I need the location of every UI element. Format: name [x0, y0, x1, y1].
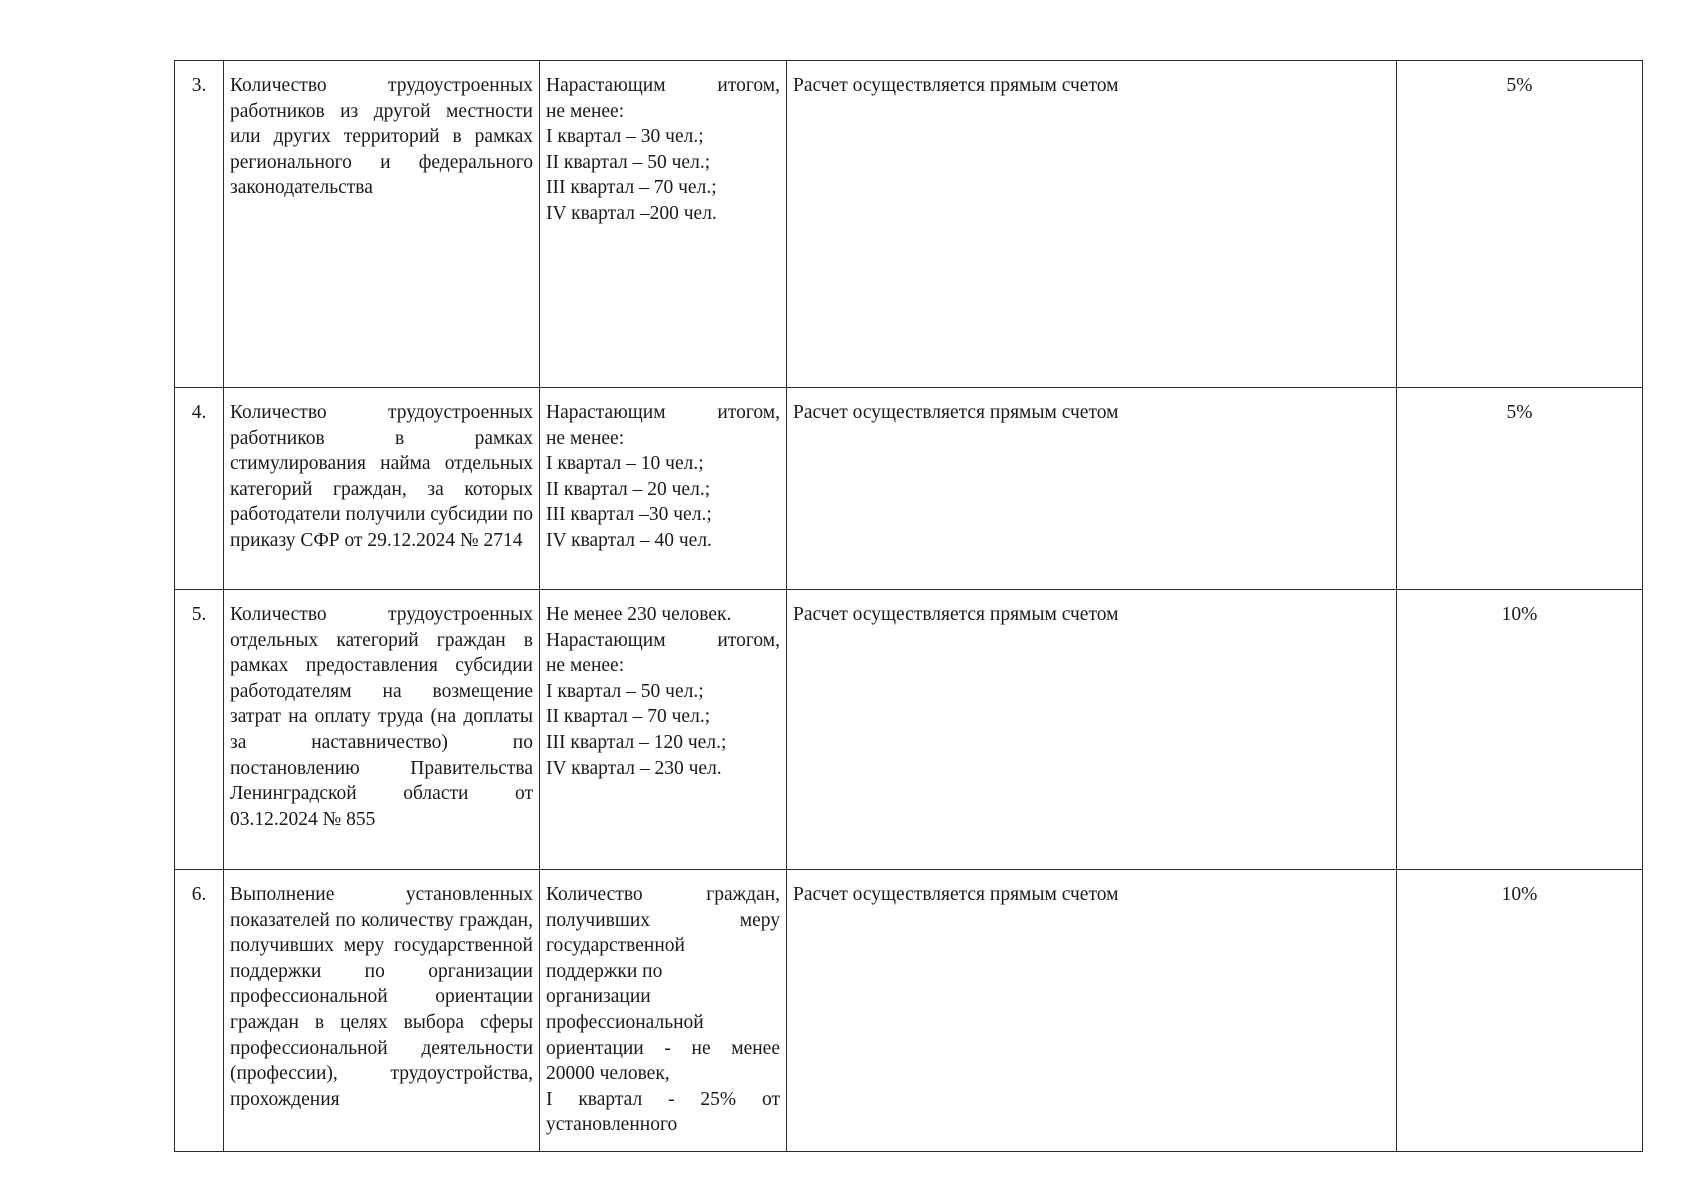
row-number: 4. [175, 388, 224, 590]
target-line: II квартал – 50 чел.; [546, 151, 711, 173]
target-line: IV квартал –200 чел. [546, 202, 717, 224]
indicator-cell: Выполнение установленных показателей по количеству граждан, получивших меру государственной поддержки по организации профессиональной ориентации граждан в целях выбора сферы профессиональной деятельности (профессии), трудоустройства, прохождения [224, 870, 540, 1152]
target-line: Нарастающим итогом, [546, 402, 780, 423]
target-line: I квартал – 10 чел.; [546, 453, 704, 475]
row-number: 3. [175, 61, 224, 388]
target-line: II квартал – 70 чел.; [546, 706, 711, 728]
indicators-table [174, 60, 1643, 1152]
target-cell [540, 870, 787, 1152]
target-line: Нарастающим итогом, [546, 75, 780, 96]
target-line: профессиональной [546, 1011, 704, 1033]
target-line: получивших мeру [546, 909, 780, 931]
target-line: IV квартал – 230 чел. [546, 757, 722, 779]
weight-cell: 5% [1397, 61, 1643, 388]
target-cell [540, 61, 787, 388]
target-line: установленного [546, 1114, 678, 1136]
weight-cell: 10% [1397, 870, 1643, 1152]
target-line: IV квартал – 40 чел. [546, 529, 712, 551]
target-line: I квартал – 30 чел.; [546, 126, 704, 148]
method-cell: Расчет осуществляется прямым счетом [787, 388, 1397, 590]
target-line: государственной [546, 935, 685, 957]
method-cell: Расчет осуществляется прямым счетом [787, 590, 1397, 870]
target-line: III квартал –30 чел.; [546, 504, 712, 526]
target-line: ориентации - не менее [546, 1037, 780, 1059]
target-cell [540, 388, 787, 590]
target-line: не менее: [546, 655, 625, 677]
target-line: 20000 человек, [546, 1063, 670, 1085]
target-line: III квартал – 120 чел.; [546, 731, 727, 753]
indicator-cell: Количество трудоустроенных отдельных категорий граждан в рамках предоставления субсидии работодателям на возмещение затрат на оплату труда (на доплаты за наставничество) по постановлению Правительства Ленинградской области от 03.12.2024 № 855 [224, 590, 540, 870]
table-row [175, 590, 1643, 870]
target-line: поддержки по [546, 960, 663, 982]
target-line: не менее: [546, 427, 625, 449]
target-line: Не менее 230 человек. [546, 604, 732, 625]
table-row [175, 870, 1643, 1152]
indicator-cell: Количество трудоустроенных работников в рамках стимулирования найма отдельных категорий граждан, за которых работодатели получили субсидии по приказу СФР от 29.12.2024 № 2714 [224, 388, 540, 590]
target-line: Нарастающим итогом, [546, 629, 780, 651]
method-cell: Расчет осуществляется прямым счетом [787, 870, 1397, 1152]
target-line: не менее: [546, 100, 625, 122]
row-number: 5. [175, 590, 224, 870]
weight-cell: 10% [1397, 590, 1643, 870]
target-line: I квартал – 50 чел.; [546, 680, 704, 702]
target-line: I квартал - 25% от [546, 1088, 780, 1110]
indicator-cell: Количество трудоустроенных работников из другой местности или других территорий в рамках регионального и федерального законодательства [224, 61, 540, 388]
method-cell: Расчет осуществляется прямым счетом [787, 61, 1397, 388]
weight-cell: 5% [1397, 388, 1643, 590]
table-row [175, 388, 1643, 590]
target-line: III квартал – 70 чел.; [546, 177, 717, 199]
target-line: Количество граждан, [546, 884, 780, 905]
table-row [175, 61, 1643, 388]
target-line: организации [546, 986, 651, 1008]
target-line: II квартал – 20 чел.; [546, 478, 711, 500]
target-cell [540, 590, 787, 870]
row-number: 6. [175, 870, 224, 1152]
